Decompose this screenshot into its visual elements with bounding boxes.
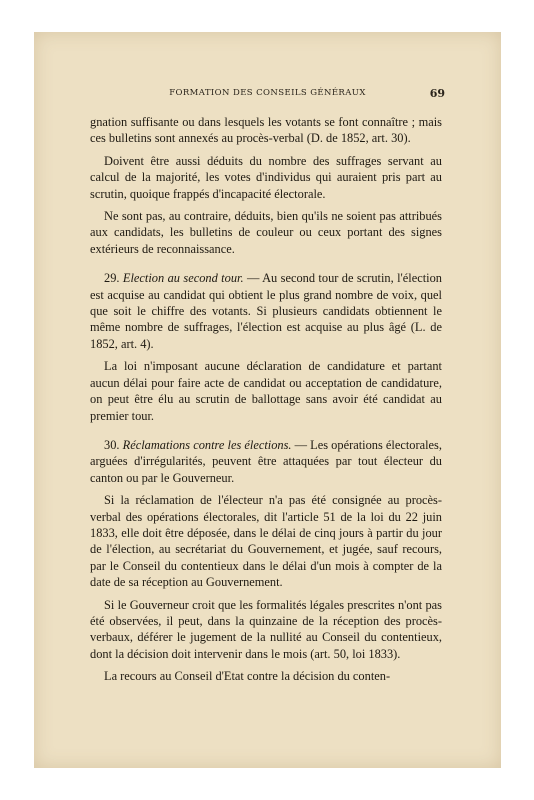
paragraph: Si la réclamation de l'électeur n'a pas été consignée au procès-verbal des opérations électorales, dit l'article 51 de la loi du 22 juin 1833, elle doit être déposée, dans le délai de cinq jours à partir du jour de l'élection, au secrétariat du Gouvernement, et jugée, sauf recours, par le Conseil du contentieux dans le délai d'un mois à compter de la date de sa réception au Gouvernement. xyxy=(90,493,442,590)
section-number: 29. xyxy=(104,271,120,286)
page-header xyxy=(34,88,501,106)
paragraph: Si le Gouverneur croit que les formalités légales prescrites n'ont pas été observées, il peut, dans la quinzaine de la réception des procès-verbaux, déférer le jugement de la nullité au Conseil du contentieux, dont la décision doit intervenir dans le mois (art. 50, loi 1833). xyxy=(90,597,442,661)
page-number: 69 xyxy=(429,87,445,100)
section-paragraph: 29. Election au second tour. — Au second tour de scrutin, l'élection est acquise au candidat qui obtient le plus grand nombre de voix, quel que soit le chiffre des votants. Si plusieurs candidats obtiennent le même nombre de suffrages, l'élection est acquise au plus âgé (L. de 1852, art. 4). xyxy=(90,271,442,351)
section-heading: Réclamations contre les élections. xyxy=(122,437,292,452)
paragraph: Ne sont pas, au contraire, déduits, bien qu'ils ne soient pas attribués aux candidats, les bulletins de couleur ou ceux portant des signes extérieurs de reconnaissance. xyxy=(90,209,442,256)
paragraph: La recours au Conseil d'Etat contre la décision du conten- xyxy=(104,669,391,684)
running-title: FORMATION DES CONSEILS GÉNÉRAUX xyxy=(169,88,366,98)
body-text xyxy=(90,114,442,691)
paragraph: La loi n'imposant aucune déclaration de candidature et partant aucun délai pour faire acte de candidat ou acceptation de candidature, on peut être élu au scrutin de ballottage sans avoir été candidat au premier tour. xyxy=(90,359,442,423)
paragraph: Doivent être aussi déduits du nombre des suffrages servant au calcul de la majorité, les votes d'individus qui auraient pris part au scrutin, quoique frappés d'incapacité électorale. xyxy=(90,153,442,201)
paragraph: gnation suffisante ou dans lesquels les votants se font connaître ; mais ces bulletins sont annexés au procès-verbal (D. de 1852, art. 30). xyxy=(90,115,442,146)
section-paragraph: 30. Réclamations contre les élections. — Les opérations électorales, arguées d'irrégularités, peuvent être attaquées par tout électeur du canton ou par le Gouverneur. xyxy=(90,437,442,485)
section-heading: Election au second tour. xyxy=(122,271,244,286)
book-page xyxy=(34,32,501,768)
section-number: 30. xyxy=(104,437,120,452)
